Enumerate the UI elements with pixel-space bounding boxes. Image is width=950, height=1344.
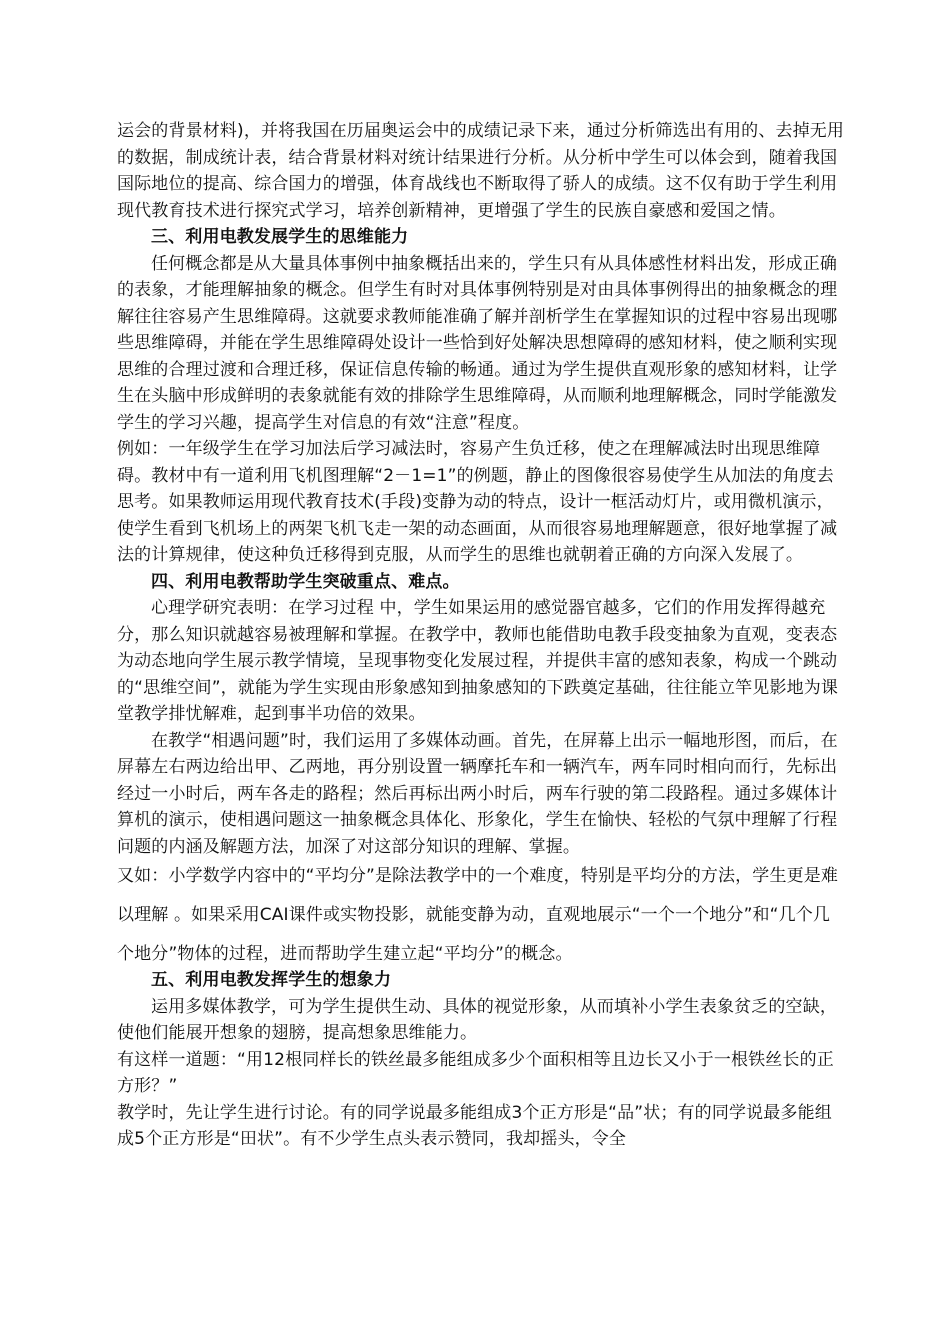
paragraph-multimedia: 运用多媒体教学，可为学生提供生动、具体的视觉形象，从而填补小学生表象贫乏的空缺，使他们能展开想象的翅膀，提高想象思维能力。 <box>117 996 837 1043</box>
paragraph-concepts: 任何概念都是从大量具体事例中抽象概括出来的，学生只有从具体感性材料出发，形成正确的表象，才能理解抽象的概念。但学生有时对具体事例特别是对由具体事例得出的抽象概念的理解往往容易产生思维障碍。这就要求教师能准确了解并剖析学生在掌握知识的过程中容易出现哪些思维障碍，并能在学生思维障碍处设计一些恰到好处解决思想障碍的感知材料，使之顺利实现思维的合理过渡和合理迁移，保证信息传输的畅通。通过为学生提供直观形象的感知材料，让学生在头脑中形成鲜明的表象就能有效的排除学生思维障碍，从而顺利地理解概念，同时学能激发学生的学习兴趣，提高学生对信息的有效“注意”程度。 <box>117 253 838 433</box>
section-heading-key-points: 四、利用电教帮助学生突破重点、难点。 <box>151 571 460 592</box>
paragraph-average-division: 又如：小学数学内容中的“平均分”是除法教学中的一个难度，特别是平均分的方法，学生更是难以理解 。如果采用CAI课件或实物投影，就能变静为动，直观地展示“一个一个地分”和“几个几个地分”物体的过程，进而帮助学生建立起“平均分”的概念。 <box>117 866 839 964</box>
paragraph-olympics-stats: 运会的背景材料)，并将我国在历届奥运会中的成绩记录下来，通过分析筛选出有用的、去掉无用的数据，制成统计表，结合背景材料对统计结果进行分析。从分析中学生可以体会到，随着我国国际地位的提高、综合国力的增强，体育战线也不断取得了骄人的成绩。这不仅有助于学生利用现代教育技术进行探究式学习，培养创新精神，更增强了学生的民族自豪感和爱国之情。 <box>117 121 845 221</box>
document-page <box>117 118 845 1153</box>
section-heading-thinking: 三、利用电教发展学生的思维能力 <box>151 227 409 247</box>
paragraph-meeting-problem: 在教学“相遇问题”时，我们运用了多媒体动画。首先，在屏幕上出示一幅地形图，而后，在屏幕左右两边给出甲、乙两地，再分别设置一辆摩托车和一辆汽车，两车同时相向而行，先标出经过一小时后，两车各走的路程；然后再标出两小时后，两车行驶的第二段路程。通过多媒体计算机的演示，使相遇问题这一抽象概念具体化、形象化，学生在愉快、轻松的气氛中理解了行程问题的内涵及解题方法，加深了对这部分知识的理解、掌握。 <box>117 730 838 857</box>
paragraph-psychology: 心理学研究表明：在学习过程 中，学生如果运用的感觉器官越多，它们的作用发挥得越充分，那么知识就越容易被理解和掌握。在教学中，教师也能借助电教手段变抽象为直观，变表态为动态地向学生展示教学情境，呈现事物变化发展过程，并提供丰富的感知表象，构成一个跳动的“思维空间”，就能为学生实现由形象感知到抽象感知的下跌奠定基础，往往能立竿见影地为课堂教学排忧解难，起到事半功倍的效果。 <box>117 598 839 724</box>
paragraph-wire-problem: 有这样一道题：“用12根同样长的铁丝最多能组成多少个面积相等且边长又小于一根铁丝长的正方形？” <box>117 1049 834 1096</box>
section-heading-imagination: 五、利用电教发挥学生的想象力 <box>151 970 392 990</box>
paragraph-subtraction-example: 例如：一年级学生在学习加法后学习减法时，容易产生负迁移，使之在理解减法时出现思维障碍。教材中有一道利用飞机图理解“2－1=1”的例题，静止的图像很容易使学生从加法的角度去思考。如果教师运用现代教育技术(手段)变静为动的特点，设计一框活动灯片，或用微机演示，使学生看到飞机场上的两架飞机飞走一架的动态画面，从而很容易地理解题意，很好地掌握了减法的计算规律，使这种负迁移得到克服，从而学生的思维也就朝着正确的方向深入发展了。 <box>117 439 838 565</box>
paragraph-discussion: 教学时，先让学生进行讨论。有的同学说最多能组成3个正方形是“品”状；有的同学说最多能组成5个正方形是“田状”。有不少学生点头表示赞同，我却摇头，令全 <box>117 1102 832 1149</box>
